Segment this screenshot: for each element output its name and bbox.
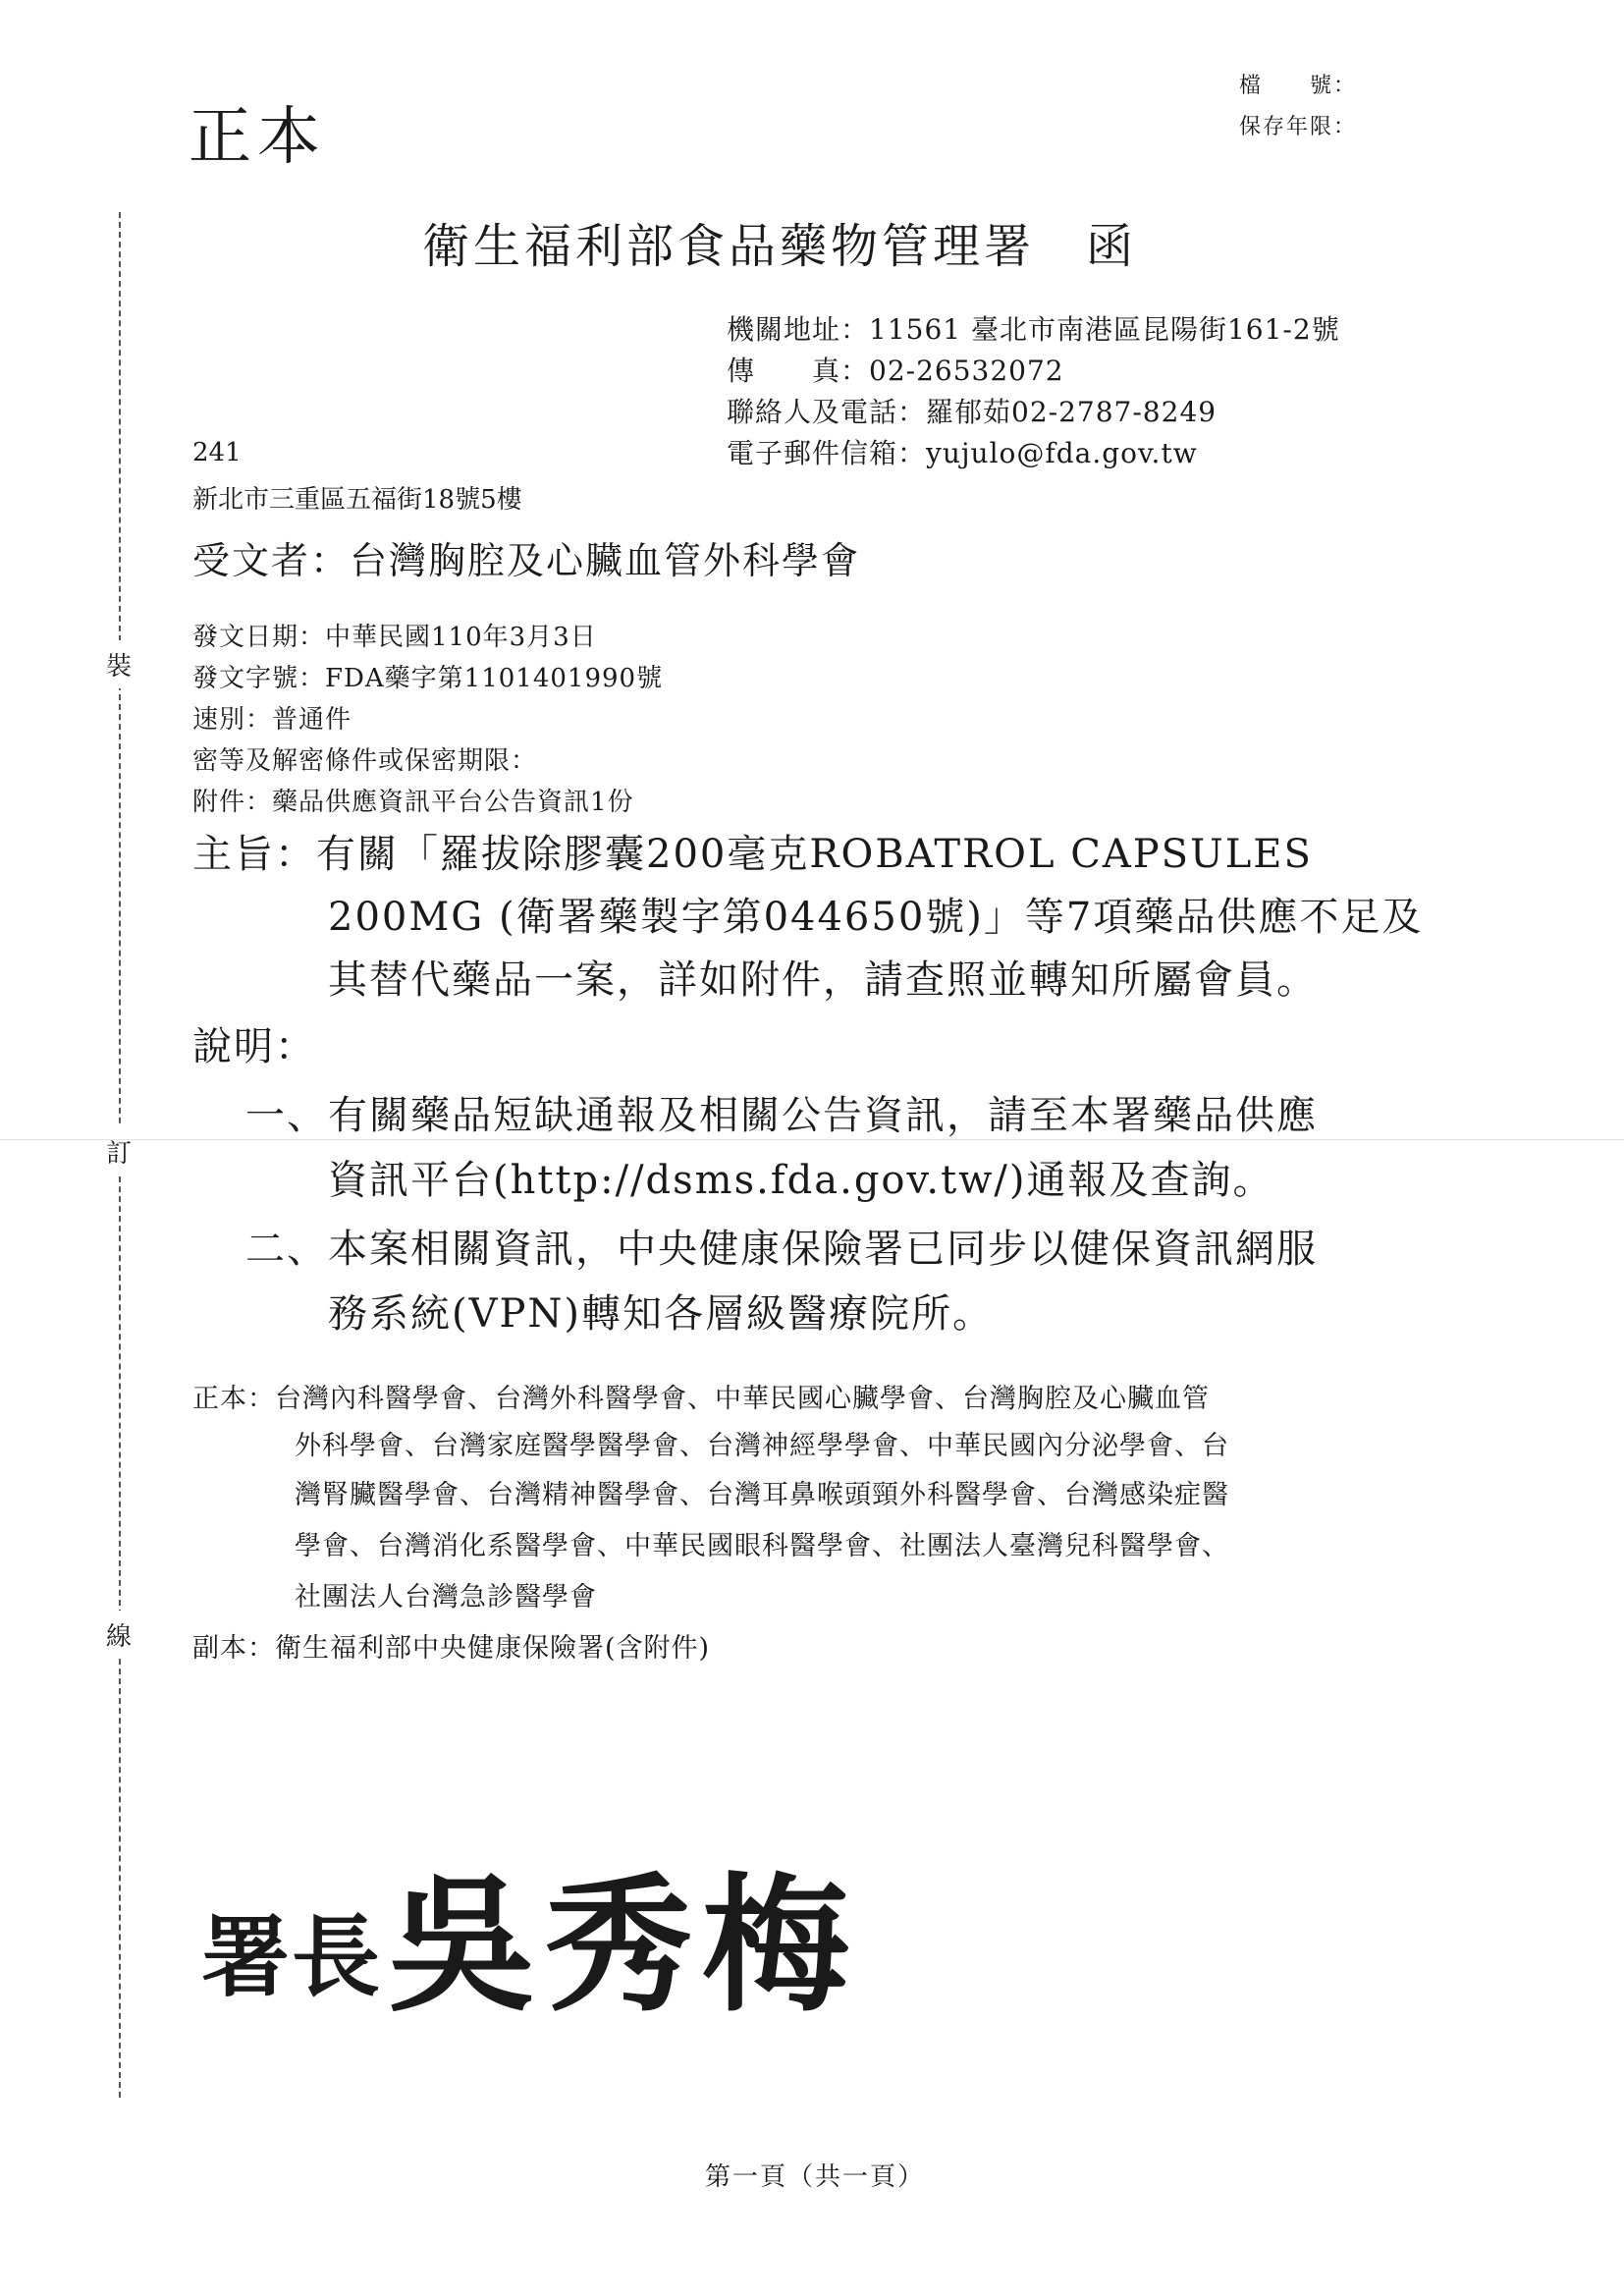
- subject-line-2: 200MG (衛署藥製字第044650號)」等7項藥品供應不足及: [328, 895, 1424, 940]
- mailing-postal-code: 241: [192, 438, 242, 467]
- explanation-item-2-line-1: 二、本案相關資訊，中央健康保險署已同步以健保資訊網服: [245, 1227, 1318, 1272]
- subject-line-3: 其替代藥品一案，詳如附件，請查照並轉知所屬會員。: [328, 957, 1318, 1003]
- page-number: 第一頁（共一頁）: [705, 2162, 926, 2192]
- agency-address: 機關地址：11561 臺北市南港區昆陽街161-2號: [727, 313, 1340, 346]
- retention-period-label: 保存年限：: [1239, 115, 1358, 139]
- issue-date: 發文日期：中華民國110年3月3日: [192, 623, 597, 652]
- explanation-item-1-line-2: 資訊平台(http://dsms.fda.gov.tw/)通報及查詢。: [328, 1158, 1274, 1203]
- original-recipients-line-2: 外科學會、台灣家庭醫學醫學會、台灣神經學學會、中華民國內分泌學會、台: [295, 1431, 1229, 1461]
- explanation-item-2-line-2: 務系統(VPN)轉知各層級醫療院所。: [328, 1291, 995, 1337]
- signature-title: 署長: [201, 1905, 382, 2009]
- binding-mark-xian: 線: [106, 1611, 132, 1659]
- original-recipients-line-5: 社團法人台灣急診醫學會: [295, 1582, 597, 1613]
- delivery-speed: 速別：普通件: [192, 705, 352, 735]
- signature-name: 吳秀梅: [388, 1859, 860, 2032]
- document-number: 發文字號：FDA藥字第1101401990號: [192, 664, 664, 693]
- agency-email: 電子郵件信箱：yujulo@fda.gov.tw: [727, 437, 1198, 469]
- original-recipients-line-3: 灣腎臟醫學會、台灣精神醫學會、台灣耳鼻喉頭頸外科醫學會、台灣感染症醫: [295, 1480, 1229, 1510]
- agency-letter-title: 衛生福利部食品藥物管理署 函: [422, 219, 1138, 274]
- copy-recipients: 副本：衛生福利部中央健康保險署(含附件): [192, 1633, 711, 1664]
- binding-mark-ding: 訂: [106, 1127, 132, 1175]
- mailing-address: 新北市三重區五福街18號5樓: [192, 485, 522, 515]
- recipient: 受文者：台灣胸腔及心臟血管外科學會: [192, 539, 861, 582]
- explanation-item-1-line-1: 一、有關藥品短缺通報及相關公告資訊，請至本署藥品供應: [245, 1093, 1318, 1138]
- original-copy-label: 正本: [189, 101, 326, 174]
- binding-mark-zhuang: 裝: [106, 640, 132, 688]
- original-recipients-line-1: 正本：台灣內科醫學會、台灣外科醫學會、中華民國心臟學會、台灣胸腔及心臟血管: [192, 1384, 1210, 1414]
- secrecy-level: 密等及解密條件或保密期限：: [192, 746, 538, 776]
- agency-contact-phone: 聯絡人及電話：羅郁茹02-2787-8249: [727, 396, 1218, 428]
- agency-fax: 傳 真：02-26532072: [727, 355, 1064, 387]
- attachment: 附件：藥品供應資訊平台公告資訊1份: [192, 788, 634, 817]
- file-number-label: 檔 號：: [1239, 74, 1358, 98]
- subject-line-1: 主旨：有關「羅拔除膠囊200毫克ROBATROL CAPSULES: [192, 832, 1313, 877]
- original-recipients-line-4: 學會、台灣消化系醫學會、中華民國眼科醫學會、社團法人臺灣兒科醫學會、: [295, 1531, 1229, 1561]
- explanation-heading: 說明：: [192, 1024, 316, 1069]
